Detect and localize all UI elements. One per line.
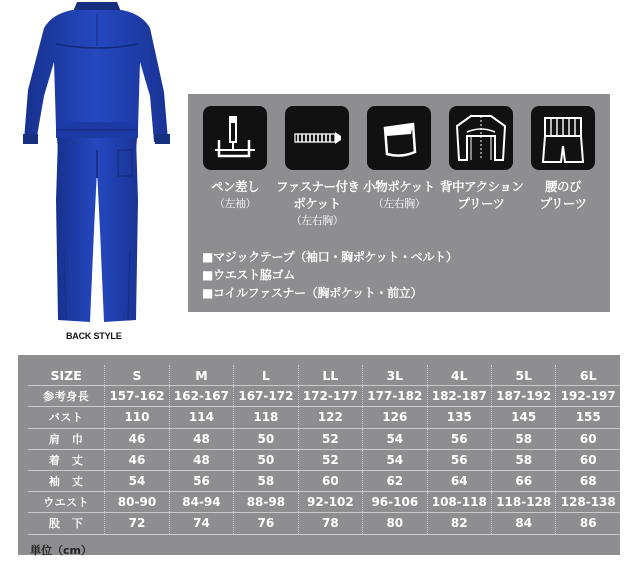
table-cell: 108-118 xyxy=(427,492,491,513)
feature-small-pocket-title: 小物ポケット xyxy=(363,179,435,194)
size-header-cell: L xyxy=(234,365,298,386)
table-cell: 52 xyxy=(298,449,362,470)
table-cell: 177-182 xyxy=(363,386,427,407)
table-row xyxy=(28,386,620,407)
row-label: バスト xyxy=(28,407,105,428)
table-cell: 56 xyxy=(427,428,491,449)
table-cell: 46 xyxy=(105,449,169,470)
table-cell: 48 xyxy=(169,428,233,449)
bullet-item: ■コイルファスナー（胸ポケット・前立） xyxy=(202,286,423,300)
table-cell: 82 xyxy=(427,513,491,534)
feature-zipper-title2: ポケット xyxy=(293,196,341,211)
feature-zipper-pocket xyxy=(276,106,358,229)
size-table-panel xyxy=(18,355,620,555)
row-label: 着 丈 xyxy=(28,449,105,470)
table-cell: 167-172 xyxy=(234,386,298,407)
table-cell: 72 xyxy=(105,513,169,534)
table-cell: 92-102 xyxy=(298,492,362,513)
size-table xyxy=(28,365,620,535)
table-cell: 84-94 xyxy=(169,492,233,513)
row-label: ウエスト xyxy=(28,492,105,513)
table-cell: 60 xyxy=(298,470,362,491)
table-cell: 54 xyxy=(363,428,427,449)
feature-back-pleat-title2: プリーツ xyxy=(457,196,505,211)
table-row xyxy=(28,407,620,428)
size-header-cell: 6L xyxy=(556,365,620,386)
feature-bullets xyxy=(202,248,458,302)
feature-zipper-sub: （左右胸） xyxy=(290,214,344,227)
table-cell: 155 xyxy=(556,407,620,428)
feature-waist-pleat xyxy=(522,106,604,212)
table-cell: 96-106 xyxy=(363,492,427,513)
feature-small-pocket-sub: （左右胸） xyxy=(372,197,426,210)
row-label: 股 下 xyxy=(28,513,105,534)
coverall-back-image xyxy=(22,0,172,328)
features-panel xyxy=(188,94,610,312)
table-cell: 56 xyxy=(427,449,491,470)
table-cell: 162-167 xyxy=(169,386,233,407)
table-cell: 80-90 xyxy=(105,492,169,513)
table-cell: 157-162 xyxy=(105,386,169,407)
table-cell: 64 xyxy=(427,470,491,491)
small-pocket-icon xyxy=(367,106,431,170)
bullet-item: ■マジックテープ（袖口・胸ポケット・ベルト） xyxy=(202,250,458,264)
table-cell: 76 xyxy=(234,513,298,534)
bullet-item: ■ウエスト脇ゴム xyxy=(202,268,295,282)
table-cell: 58 xyxy=(491,449,555,470)
table-cell: 187-192 xyxy=(491,386,555,407)
table-cell: 60 xyxy=(556,428,620,449)
pen-pocket-icon xyxy=(203,106,267,170)
feature-back-pleat xyxy=(440,106,522,212)
table-row xyxy=(28,492,620,513)
table-cell: 58 xyxy=(491,428,555,449)
table-cell: 54 xyxy=(363,449,427,470)
row-label: 参考身長 xyxy=(28,386,105,407)
table-cell: 86 xyxy=(556,513,620,534)
table-cell: 84 xyxy=(491,513,555,534)
back-style-caption: BACK STYLE xyxy=(66,331,122,341)
feature-waist-pleat-title2: プリーツ xyxy=(539,196,587,211)
table-cell: 88-98 xyxy=(234,492,298,513)
table-cell: 54 xyxy=(105,470,169,491)
table-cell: 60 xyxy=(556,449,620,470)
table-cell: 80 xyxy=(363,513,427,534)
table-row xyxy=(28,449,620,470)
table-cell: 48 xyxy=(169,449,233,470)
table-cell: 62 xyxy=(363,470,427,491)
size-header-cell: M xyxy=(169,365,233,386)
table-cell: 56 xyxy=(169,470,233,491)
table-cell: 66 xyxy=(491,470,555,491)
feature-pen-pocket-title: ペン差し xyxy=(210,179,259,194)
table-cell: 122 xyxy=(298,407,362,428)
size-header-cell: 4L xyxy=(427,365,491,386)
table-cell: 58 xyxy=(234,470,298,491)
table-cell: 110 xyxy=(105,407,169,428)
table-cell: 145 xyxy=(491,407,555,428)
size-header-row xyxy=(28,365,620,386)
size-header-cell: S xyxy=(105,365,169,386)
table-cell: 192-197 xyxy=(556,386,620,407)
size-header-label: SIZE xyxy=(28,365,105,386)
table-cell: 68 xyxy=(556,470,620,491)
back-pleat-icon xyxy=(449,106,513,170)
table-cell: 78 xyxy=(298,513,362,534)
table-cell: 172-177 xyxy=(298,386,362,407)
table-cell: 52 xyxy=(298,428,362,449)
table-cell: 135 xyxy=(427,407,491,428)
table-cell: 118-128 xyxy=(491,492,555,513)
row-label: 袖 丈 xyxy=(28,470,105,491)
size-header-cell: LL xyxy=(298,365,362,386)
table-cell: 118 xyxy=(234,407,298,428)
size-header-cell: 3L xyxy=(363,365,427,386)
table-cell: 50 xyxy=(234,428,298,449)
feature-back-pleat-title: 背中アクション xyxy=(440,179,524,194)
zipper-icon xyxy=(285,106,349,170)
row-label: 肩 巾 xyxy=(28,428,105,449)
size-header-cell: 5L xyxy=(491,365,555,386)
table-cell: 126 xyxy=(363,407,427,428)
feature-zipper-title: ファスナー付き xyxy=(276,179,360,194)
waist-pleat-icon xyxy=(531,106,595,170)
table-row xyxy=(28,513,620,534)
feature-pen-pocket xyxy=(194,106,276,212)
table-cell: 50 xyxy=(234,449,298,470)
table-cell: 46 xyxy=(105,428,169,449)
table-cell: 114 xyxy=(169,407,233,428)
table-cell: 182-187 xyxy=(427,386,491,407)
table-row xyxy=(28,470,620,491)
table-cell: 74 xyxy=(169,513,233,534)
table-row xyxy=(28,428,620,449)
unit-label: 単位（cm） xyxy=(30,544,92,557)
feature-pen-pocket-sub: （左袖） xyxy=(214,197,256,210)
table-cell: 128-138 xyxy=(556,492,620,513)
feature-small-pocket xyxy=(358,106,440,212)
feature-waist-pleat-title: 腰のび xyxy=(544,179,581,194)
